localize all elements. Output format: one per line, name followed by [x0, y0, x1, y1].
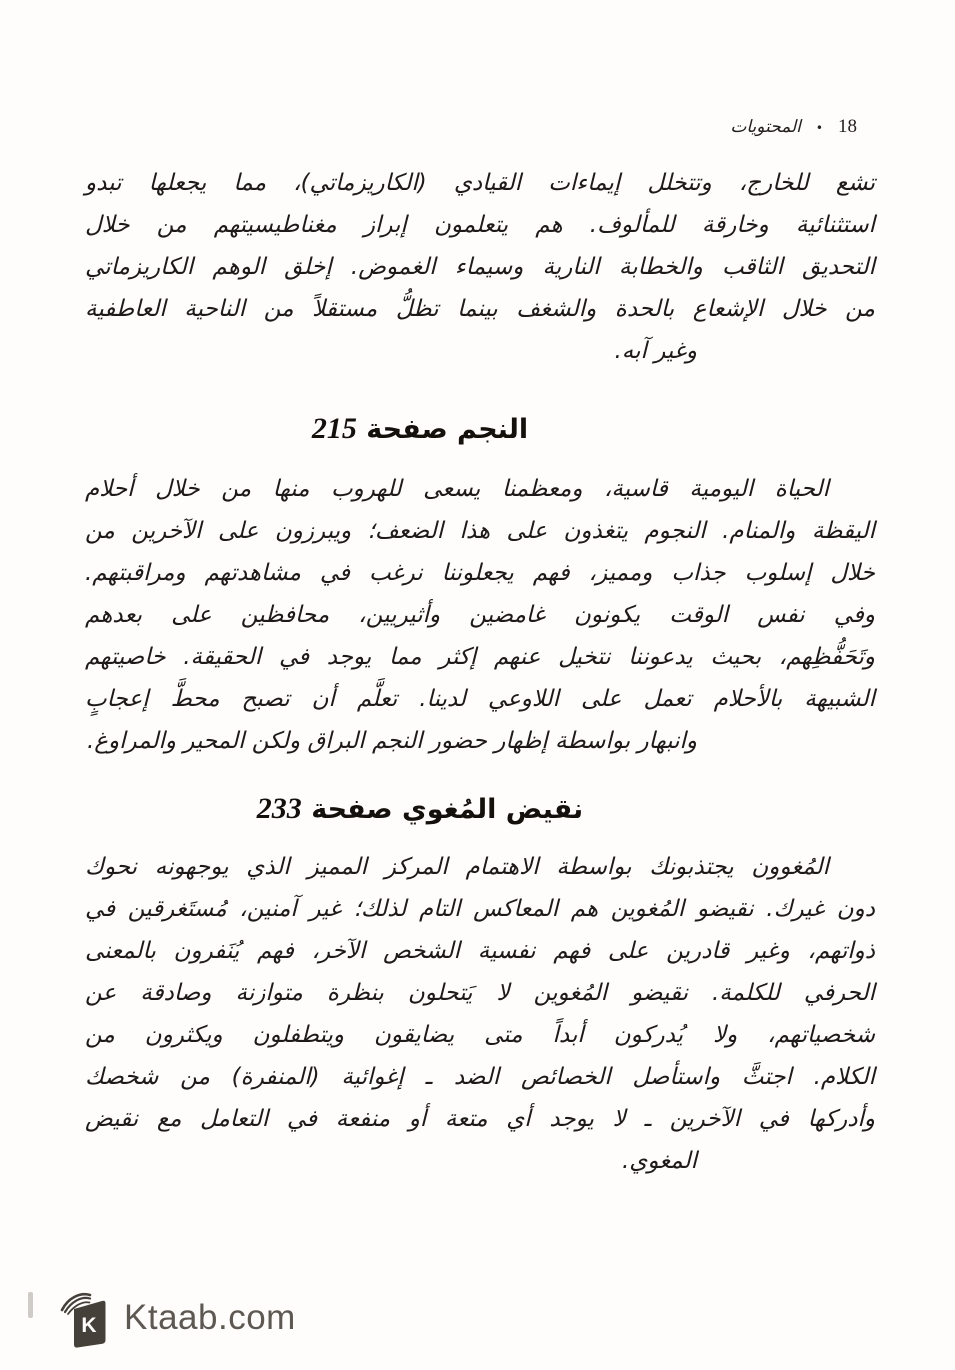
paragraph-charismatic-outro: [85, 162, 875, 372]
text-line: استثنائية وخارقة للمألوف. هم يتعلمون إبراز مغناطيسيتهم من خلال: [85, 212, 875, 238]
text-line: التحديق الثاقب والخطابة النارية وسيماء الغموض. إخلق الوهم الكاريزماتي: [85, 254, 875, 280]
heading-star-title: النجم صفحة: [366, 414, 529, 445]
text-line: شخصياتهم، ولا يُدركون أبداً متى يضايقون ويتطفلون ويكثرون من: [85, 1022, 875, 1048]
ktaab-open-book-logo-icon: [58, 1288, 110, 1348]
paragraph-anti-seducer: [85, 846, 875, 1182]
text-line: ذواتهم، وغير قادرين على فهم نفسية الشخص الآخر، فهم يُنَفرون بالمعنى: [85, 938, 875, 964]
svg-text:K: K: [81, 1314, 97, 1337]
running-header: [85, 116, 875, 138]
text-line: وفي نفس الوقت يكونون غامضين وأثيريين، محافظين على بعدهم: [85, 602, 875, 628]
text-line: المغوي.: [622, 1148, 697, 1174]
text-line: من خلال الإشعاع بالحدة والشغف بينما تظلُّ مستقلاً من الناحية العاطفية: [85, 296, 875, 322]
text-line: وأدركها في الآخرين ـ لا يوجد أي متعة أو منفعة في التعامل مع نقيض: [85, 1106, 875, 1132]
text-line: الكلام. اجتثَّ واستأصل الخصائص الضد ـ إغوائية (المنفرة) من شخصك: [85, 1064, 875, 1090]
text-line: الحرفي للكلمة. نقيضو المُغوين لا يَتحلون بنظرة متوازنة وصادقة عن: [85, 980, 875, 1006]
heading-star-page-number: 215: [311, 412, 357, 445]
header-bullet: •: [815, 121, 823, 135]
header-page-number: 18: [838, 116, 857, 137]
text-line: اليقظة والمنام. النجوم يتغذون على هذا الضعف؛ ويبرزون على الآخرين من: [85, 518, 875, 544]
text-line: تشع للخارج، وتتخلل إيماءات القيادي (الكاريزماتي)، مما يجعلها تبدو: [85, 170, 875, 196]
heading-star: [25, 412, 815, 446]
footer-brand: [58, 1288, 296, 1348]
text-line: الشبيهة بالأحلام تعمل على اللاوعي لدينا. تعلَّم أن تصبح محطَّ إعجابٍ: [85, 686, 875, 712]
text-line: خلال إسلوب جذاب ومميز، فهم يجعلوننا نرغب في مشاهدتهم ومراقبتهم.: [85, 560, 875, 586]
heading-anti-seducer-page-number: 233: [256, 792, 302, 825]
text-line: دون غيرك. نقيضو المُغوين هم المعاكس التام لذلك؛ غير آمنين، مُستَغرقين في: [85, 896, 875, 922]
text-line: وانبهار بواسطة إظهار حضور النجم البراق ولكن المحير والمراوغ.: [86, 728, 697, 754]
text-line: المُغوون يجتذبونك بواسطة الاهتمام المركز المميز الذي يوجهونه نحوك: [85, 854, 829, 880]
brand-name: Ktaab.com: [124, 1298, 296, 1337]
heading-anti-seducer: [25, 792, 815, 826]
header-section-label: المحتويات: [730, 117, 801, 137]
text-line: الحياة اليومية قاسية، ومعظمنا يسعى للهروب منها من خلال أحلام: [85, 476, 829, 502]
text-line: وتَحَفُّظِهم، بحيث يدعوننا نتخيل عنهم إكثر مما يوجد في الحقيقة. خاصيتهم: [85, 644, 875, 670]
page-edge-artifact: [28, 1292, 33, 1318]
heading-anti-seducer-title: نقيض المُغوي صفحة: [311, 794, 584, 825]
paragraph-star: [85, 468, 875, 762]
text-line: وغير آبه.: [614, 338, 697, 364]
